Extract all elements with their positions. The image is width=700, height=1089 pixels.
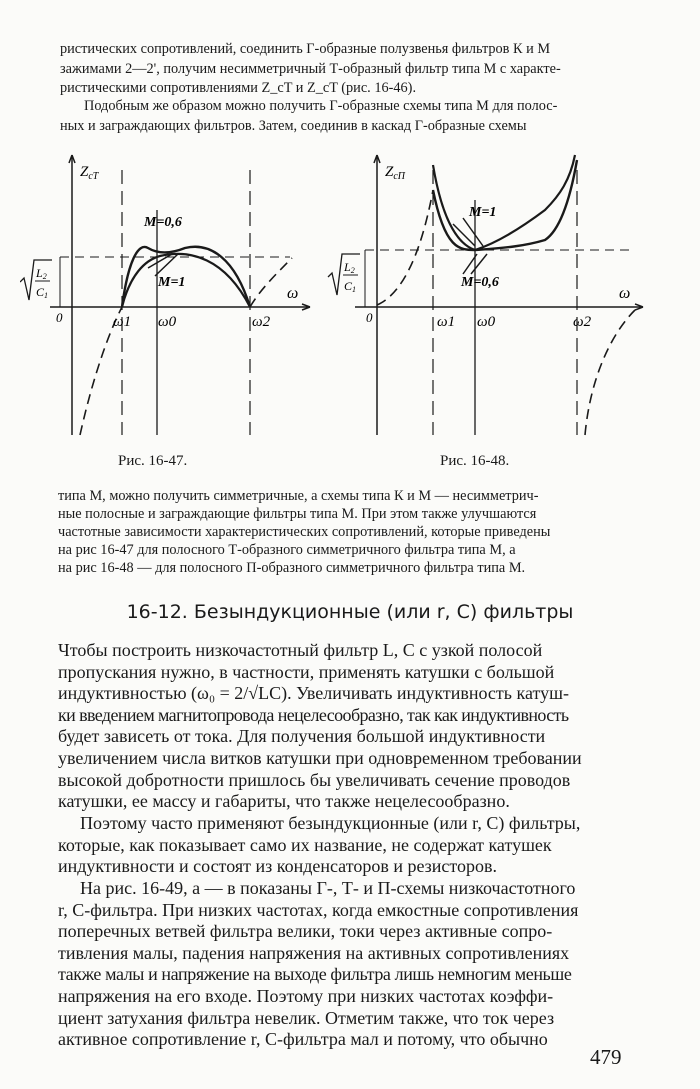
text-line: индуктивностью (ω₀ = 2/√LC). Увеличивать индуктивность катуш- — [58, 683, 569, 704]
tick-w2: ω2 — [573, 314, 592, 330]
paragraph-2 — [58, 813, 632, 878]
text-line: увеличением числа витков катушки при одновременном требовании — [58, 747, 582, 768]
figure-description — [58, 487, 632, 577]
label-m1: M=1 — [469, 205, 497, 220]
text-line: высокой добротности пришлось бы увеличивать сечение проводов — [58, 769, 571, 790]
x-label: ω — [287, 285, 299, 302]
text-line: r, C-фильтра. При низких частотах, когда емкостные сопротивления — [58, 899, 579, 920]
sqrt-label — [20, 260, 52, 300]
sqrt-label — [328, 254, 360, 295]
curve-m06 — [122, 247, 250, 307]
svg-text:L2: L2 — [36, 266, 47, 281]
svg-text:C1: C1 — [36, 285, 49, 300]
origin-label: 0 — [366, 310, 373, 325]
tick-w0: ω0 — [477, 314, 496, 330]
text-line: Чтобы построить низкочастотный фильтр L, C с узкой полосой — [58, 640, 543, 660]
text-line: На рис. 16-49, а — в показаны Г-, Т- и П-схемы низкочастотного — [80, 878, 576, 898]
text-line: ристическими сопротивлениями Z_cT и Z_cT (рис. 16-46). — [60, 80, 417, 96]
y-label: $Z_{cT}$ — [80, 164, 99, 182]
caption-16-48: Рис. 16-48. — [440, 453, 510, 469]
text-line: которые, как показывает само их название, не содержат катушек — [58, 834, 552, 855]
text-line: частотные зависимости характеристических сопротивлений, которые приведены — [58, 524, 551, 540]
text-line: ных и заграждающих фильтров. Затем, соединив в каскад Г-образные схемы — [60, 117, 527, 134]
top-paragraph — [60, 40, 632, 99]
svg-text:L2: L2 — [344, 260, 355, 275]
text-line: будет зависеть от тока. Для получения большой индуктивности — [58, 726, 546, 747]
dashed-right — [250, 258, 292, 307]
text-line: напряжения на его входе. Поэтому при низких частотах коэффи- — [58, 985, 554, 1006]
svg-text:C1: C1 — [344, 279, 357, 294]
text-line: катушки, ее массу и габариты, что также нецелесообразно. — [58, 791, 510, 812]
text-line: циент затухания фильтра невелик. Отметим также, что ток через — [58, 1007, 555, 1028]
text-line: зажимами 2—2', получим несимметричный Т-образный фильтр типа М с характе- — [60, 60, 561, 77]
figure-16-48 — [325, 150, 655, 450]
text-line: Поэтому часто применяют безындукционные (или r, C) фильтры, — [80, 813, 581, 833]
x-label: ω — [619, 285, 631, 302]
origin-label: 0 — [56, 310, 63, 325]
label-m06: M=0,6 — [461, 275, 499, 290]
tick-w0: ω0 — [158, 314, 177, 330]
page-number: 479 — [590, 1045, 622, 1069]
text-line: поперечных ветвей фильтра велики, токи через активные сопро- — [58, 921, 553, 942]
tick-w2: ω2 — [252, 314, 271, 330]
dashed-left — [377, 190, 433, 305]
paragraph-1 — [58, 640, 632, 813]
y-label: $Z_{cП}$ — [385, 164, 406, 182]
text-line: также малы и напряжение на выходе фильтра лишь немногим меньше — [58, 964, 572, 985]
text-line: ки введением магнитопровода нецелесообразно, так как индуктивность — [58, 704, 569, 725]
text-line: Подобным же образом можно получить Г-образные схемы типа М для полос- — [84, 98, 558, 114]
curve-m1 — [122, 254, 250, 307]
text-line: на рис 16-48 — для полосного П-образного симметричного фильтра типа М. — [58, 560, 526, 576]
text-line: индуктивности и состоят из конденсаторов и резисторов. — [58, 856, 498, 877]
text-line: пропускания нужно, в частности, применять катушки с большой — [58, 661, 555, 682]
dashed-right — [585, 310, 635, 435]
figure-16-47 — [20, 150, 320, 450]
label-m06: M=0,6 — [144, 215, 182, 230]
text-line: на рис 16-47 для полосного Т-образного симметричного фильтра типа М, а — [58, 542, 516, 558]
text-line: ристических сопротивлений, соединить Г-образные полузвенья фильтров К и М — [60, 41, 551, 57]
text-line: типа М, можно получить симметричные, а схемы типа К и М — несимметрич- — [58, 488, 539, 504]
text-line: ные полосные и заграждающие фильтры типа М. При этом также улучшаются — [58, 506, 537, 522]
curve-m1 — [433, 155, 575, 250]
paragraph-3 — [58, 878, 632, 1051]
text-line: активное сопротивление r, C-фильтра мал и потому, что обычно — [58, 1029, 548, 1050]
caption-16-47: Рис. 16-47. — [118, 453, 188, 469]
label-m1: M=1 — [158, 275, 186, 290]
tick-w1: ω1 — [437, 314, 456, 330]
tick-w1: ω1 — [113, 314, 132, 330]
top-paragraph-2 — [60, 97, 632, 136]
text-line: тивления малы, падения напряжения на активных сопротивлениях — [58, 942, 570, 963]
section-title: 16-12. Безындукционные (или r, C) фильтры — [126, 601, 574, 623]
